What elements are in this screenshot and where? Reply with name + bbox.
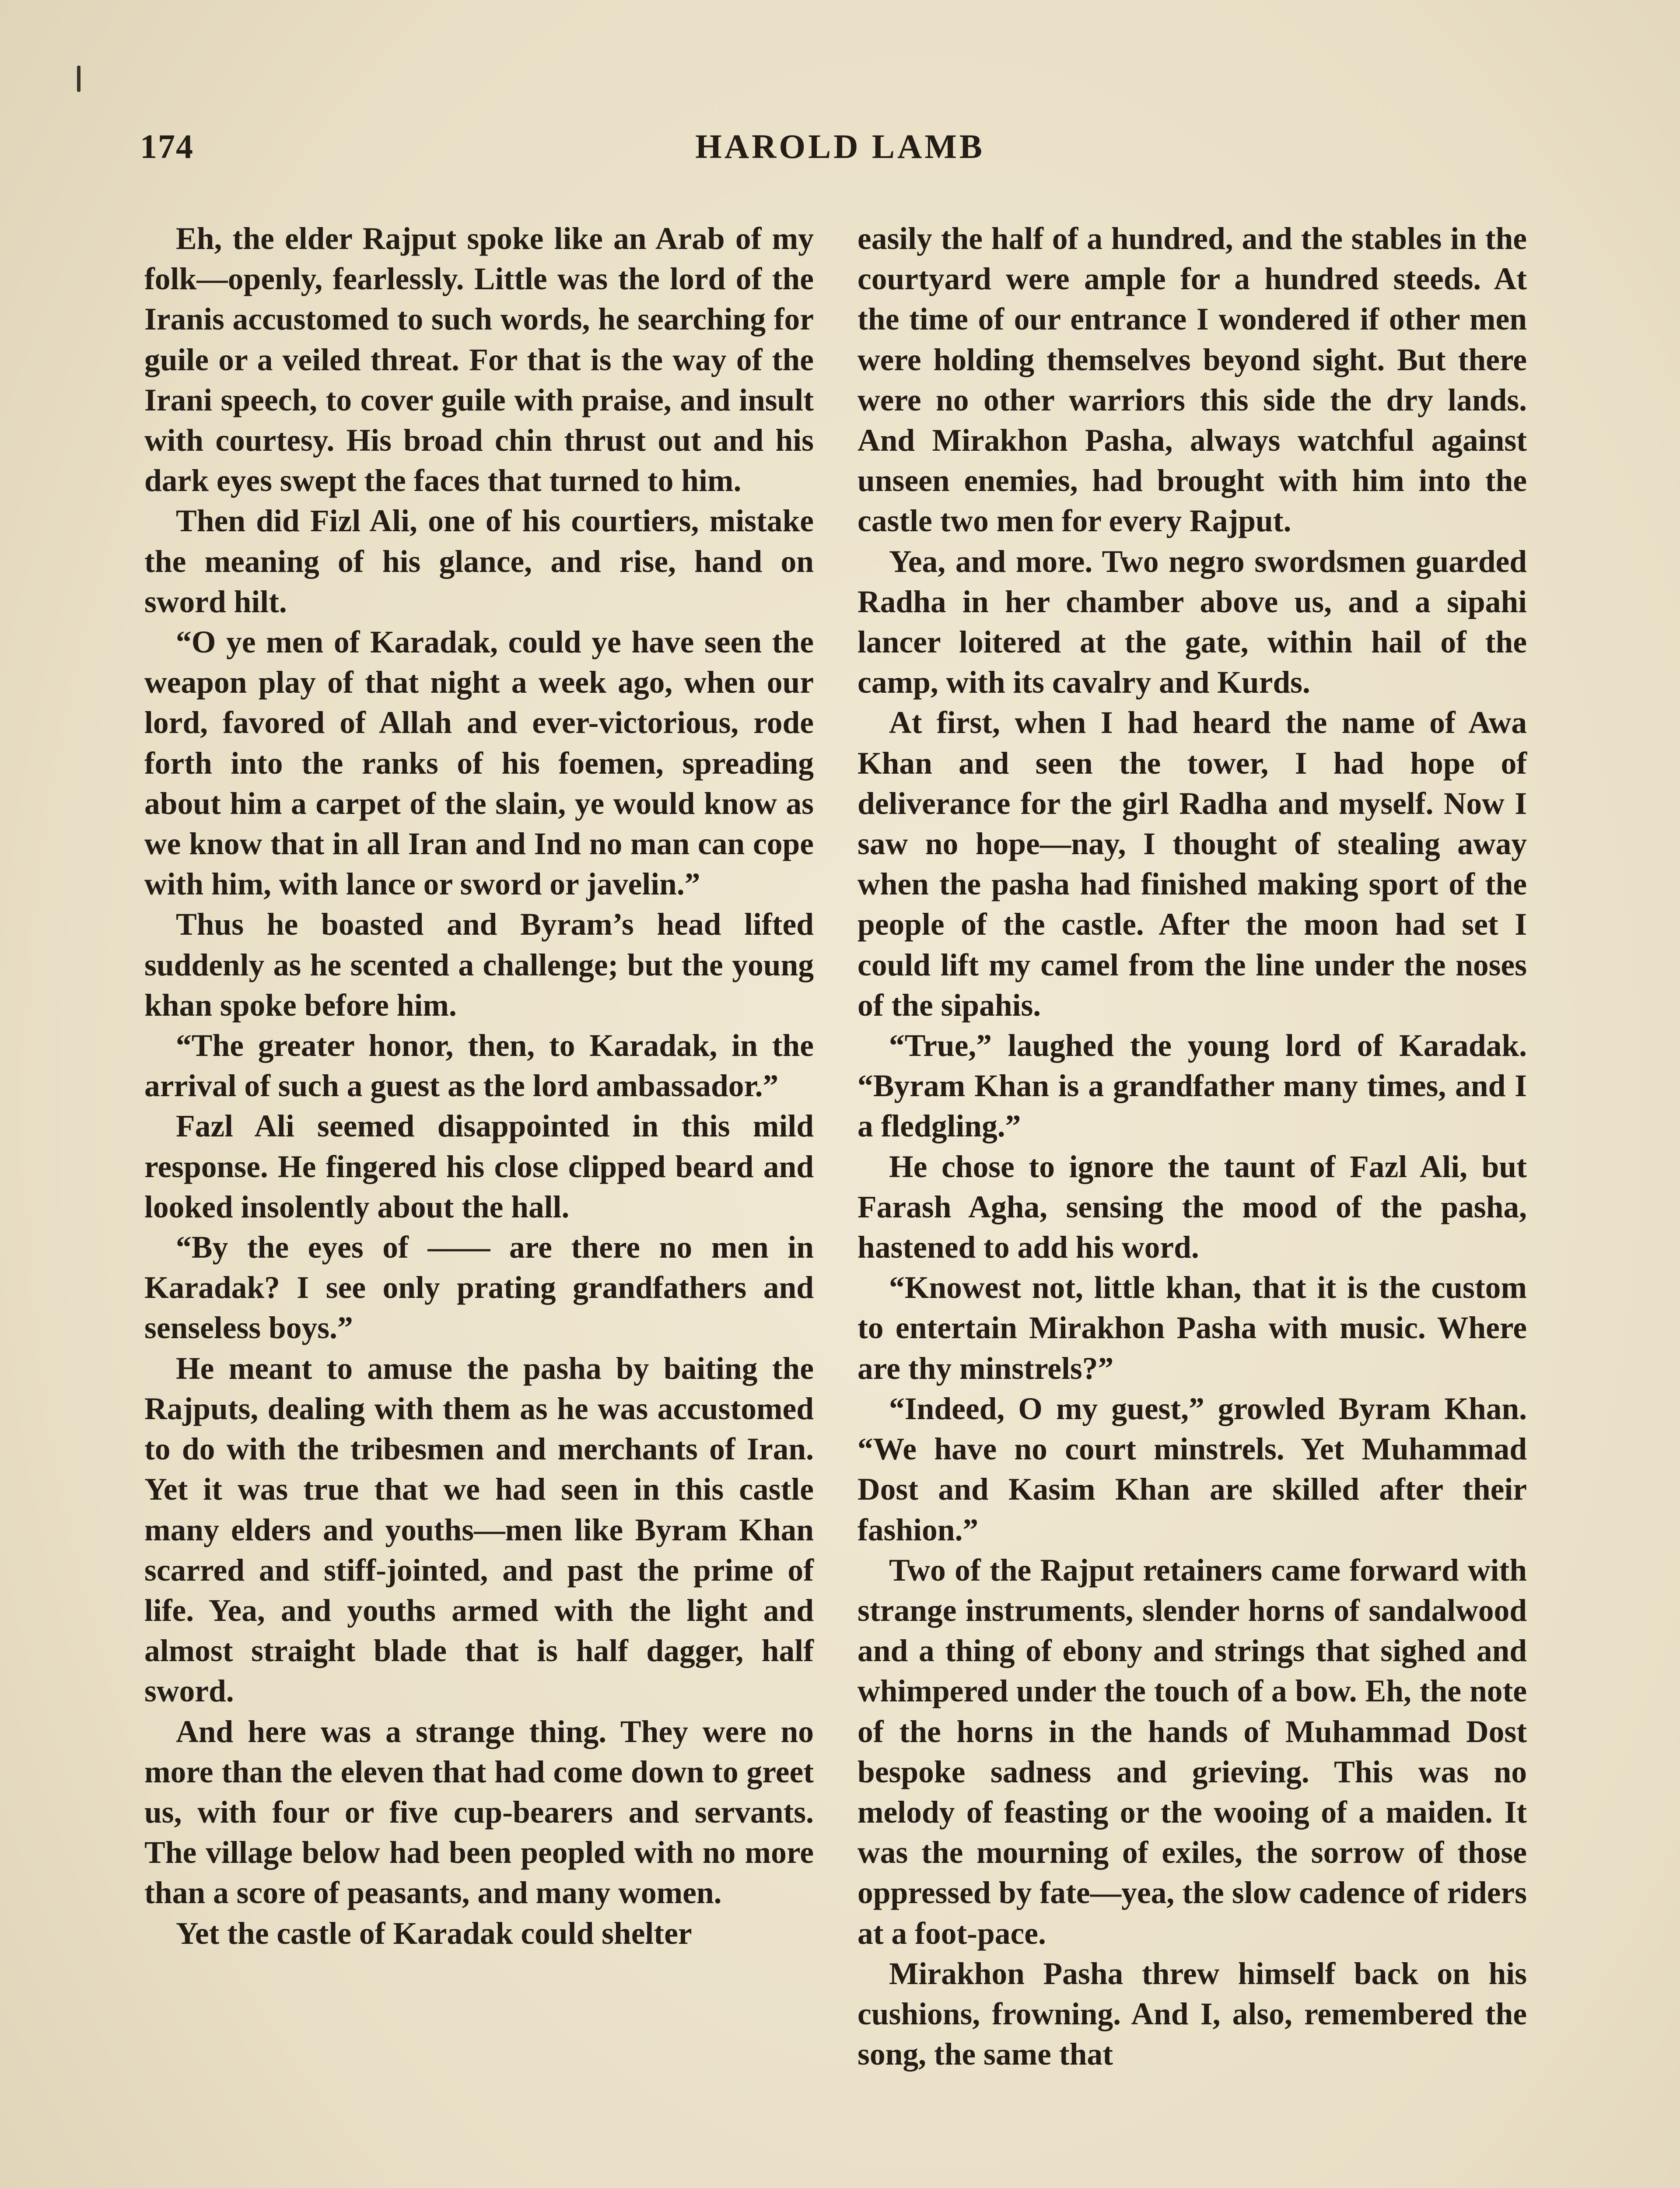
right-column: [858, 219, 1527, 2075]
page-header: [140, 127, 1540, 188]
paragraph: Eh, the elder Rajput spoke like an Arab of my folk—openly, fearlessly. Little was the lord of the Iranis accustomed to such words, he searching for guile or a veiled threat. For that is the way of the Irani speech, to cover guile with praise, and insult with courtesy. His broad chin thrust out and his dark eyes swept the faces that turned to him.: [144, 221, 814, 498]
paragraph: He meant to amuse the pasha by baiting the Rajputs, dealing with them as he was accustomed to do with the tribesmen and merchants of Iran. Yet it was true that we had seen in this castle many elders and youths—men like Byram Khan scarred and stiff-jointed, and past the prime of life. Yea, and youths armed with the light and almost straight blade that is half dagger, half sword.: [144, 1351, 814, 1709]
paragraph: Two of the Rajput retainers came forward with strange instruments, slender horns of sandalwood and a thing of ebony and strings that sighed and whimpered under the touch of a bow. Eh, the note of the horns in the hands of Muhammad Dost bespoke sadness and grieving. This was no melody of feasting or the wooing of a maiden. It was the mourning of exiles, the sorrow of those oppressed by fate—yea, the slow cadence of riders at a foot-pace.: [858, 1553, 1527, 1951]
paragraph: “By the eyes of —— are there no men in Karadak? I see only prating grandfathers and senseless boys.”: [144, 1230, 814, 1346]
paragraph-continuation: easily the half of a hundred, and the stables in the courtyard were ample for a hundred steeds. At the time of our entrance I wondered if other men were holding themselves beyond sight. But there were no other warriors this side the dry lands. And Mirakhon Pasha, always watchful against unseen enemies, had brought with him into the castle two men for every Rajput.: [858, 221, 1527, 539]
paragraph: Yet the castle of Karadak could shelter: [176, 1916, 692, 1951]
paragraph: Then did Fizl Ali, one of his courtiers, mistake the meaning of his glance, and rise, hand on sword hilt.: [144, 504, 814, 619]
margin-mark: [77, 66, 80, 92]
paragraph: He chose to ignore the taunt of Fazl Ali, but Farash Agha, sensing the mood of the pasha, hastened to add his word.: [858, 1149, 1527, 1265]
paragraph: “Knowest not, little khan, that it is the custom to entertain Mirakhon Pasha with music. Where are thy minstrels?”: [858, 1270, 1527, 1386]
paragraph: “Indeed, O my guest,” growled Byram Khan. “We have no court minstrels. Yet Muhammad Dost and Kasim Khan are skilled after their fashion.”: [858, 1391, 1527, 1547]
left-column: [144, 219, 814, 1954]
paragraph: “O ye men of Karadak, could ye have seen the weapon play of that night a week ago, when our lord, favored of Allah and ever-victorious, rode forth into the ranks of his foemen, spreading about him a carpet of the slain, ye would know as we know that in all Iran and Ind no man can cope with him, with lance or sword or javelin.”: [144, 625, 814, 902]
paragraph: Thus he boasted and Byram’s head lifted suddenly as he scented a challenge; but the young khan spoke before him.: [144, 907, 814, 1023]
paragraph: Yea, and more. Two negro swordsmen guarded Radha in her chamber above us, and a sipahi lancer loitered at the gate, within hail of the camp, with its cavalry and Kurds.: [858, 544, 1527, 700]
paragraph: “The greater honor, then, to Karadak, in the arrival of such a guest as the lord ambassador.”: [144, 1028, 814, 1104]
running-head: HAROLD LAMB: [695, 127, 985, 165]
paragraph: And here was a strange thing. They were no more than the eleven that had come down to greet us, with four or five cup-bearers and servants. The village below had been peopled with no more than a score of peasants, and many women.: [144, 1714, 814, 1911]
paragraph: At first, when I had heard the name of Awa Khan and seen the tower, I had hope of deliverance for the girl Radha and myself. Now I saw no hope—nay, I thought of stealing away when the pasha had finished making sport of the people of the castle. After the moon had set I could lift my camel from the line under the noses of the sipahis.: [858, 705, 1527, 1023]
paragraph: Mirakhon Pasha threw himself back on his cushions, frowning. And I, also, remembered the song, the same that: [858, 1956, 1527, 2072]
paragraph: Fazl Ali seemed disappointed in this mild response. He fingered his close clipped beard and looked insolently about the hall.: [144, 1109, 814, 1224]
paragraph: “True,” laughed the young lord of Karadak. “Byram Khan is a grandfather many times, and I a fledgling.”: [858, 1028, 1527, 1144]
page-number: 174: [140, 127, 194, 165]
